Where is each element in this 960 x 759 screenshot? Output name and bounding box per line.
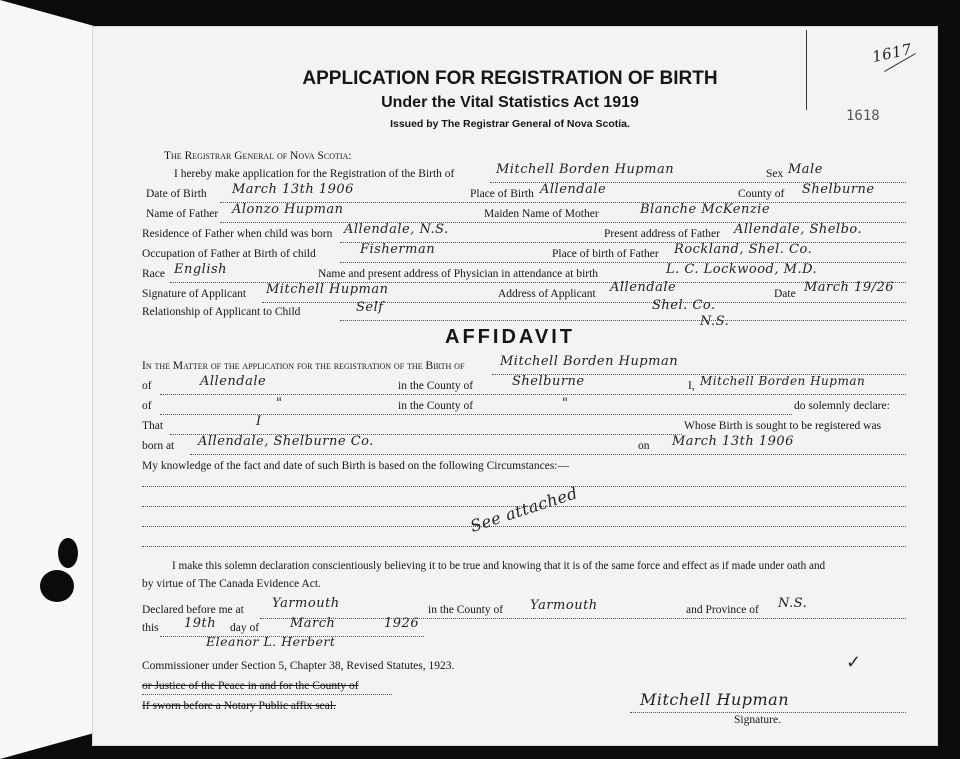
rule bbox=[340, 262, 906, 263]
form-title: APPLICATION FOR REGISTRATION OF BIRTH bbox=[302, 68, 718, 89]
born-at-label: born at bbox=[142, 440, 175, 452]
day-field: 19th bbox=[184, 616, 217, 631]
final-signature: Mitchell Hupman bbox=[640, 690, 789, 709]
date-field: March 19/26 bbox=[804, 280, 895, 295]
declared-label: Declared before me at bbox=[142, 604, 244, 616]
dob-field: March 13th 1906 bbox=[232, 182, 354, 197]
child-name-field: Mitchell Borden Hupman bbox=[496, 162, 675, 177]
relationship-label: Relationship of Applicant to Child bbox=[142, 306, 301, 318]
commissioner-signature: Eleanor L. Herbert bbox=[206, 634, 336, 649]
declared-county-label: in the County of bbox=[428, 604, 504, 616]
affidavit-heading: AFFIDAVIT bbox=[445, 326, 575, 348]
father-field: Alonzo Hupman bbox=[232, 202, 344, 217]
punch-hole bbox=[40, 570, 74, 602]
stamp-number: 1618 bbox=[846, 108, 880, 124]
address-applicant-label: Address of Applicant bbox=[498, 288, 596, 300]
rule bbox=[340, 320, 906, 321]
of-label: of bbox=[142, 380, 152, 392]
present-address-father-field: Allendale, Shelbo. bbox=[734, 222, 863, 237]
this-label: this bbox=[142, 622, 159, 634]
whose-birth-label: Whose Birth is sought to be registered was bbox=[684, 420, 882, 432]
in-county-label: in the County of bbox=[398, 380, 474, 392]
relationship-field: Self bbox=[356, 300, 384, 315]
declarant-field: Mitchell Borden Hupman bbox=[700, 374, 866, 388]
rule bbox=[142, 546, 906, 547]
birthplace-father-label: Place of birth of Father bbox=[552, 248, 659, 260]
month-field: March bbox=[290, 616, 336, 631]
declared-county-field: Yarmouth bbox=[530, 598, 598, 613]
sex-label: Sex bbox=[766, 168, 784, 180]
margin-mark bbox=[806, 30, 807, 110]
signature-applicant-label: Signature of Applicant bbox=[142, 288, 247, 300]
dob-label: Date of Birth bbox=[146, 188, 207, 200]
matter-label: In the Matter of the application for the registration of the Birth of bbox=[142, 360, 465, 372]
notary-label: If sworn before a Notary Public affix seal. bbox=[142, 700, 336, 712]
declaration-line-2: by virtue of The Canada Evidence Act. bbox=[142, 578, 321, 590]
intro-label: I hereby make application for the Registration of the Birth of bbox=[174, 168, 455, 180]
born-on-field: March 13th 1906 bbox=[672, 434, 794, 449]
rule bbox=[260, 618, 906, 619]
physician-field: L. C. Lockwood, M.D. bbox=[666, 262, 818, 277]
issued-by: Issued by The Registrar General of Nova Scotia. bbox=[390, 118, 630, 130]
address-applicant-field-3: N.S. bbox=[700, 314, 730, 329]
signature-label: Signature. bbox=[734, 714, 781, 726]
matter-name-field: Mitchell Borden Hupman bbox=[500, 354, 679, 369]
i-label: I, bbox=[688, 380, 695, 392]
county-field: Shelburne bbox=[512, 374, 585, 389]
form-subtitle: Under the Vital Statistics Act 1919 bbox=[381, 94, 639, 111]
punch-hole bbox=[58, 538, 78, 568]
signature-applicant-field: Mitchell Hupman bbox=[266, 282, 389, 297]
of-place-field: Allendale bbox=[200, 374, 267, 389]
father-label: Name of Father bbox=[146, 208, 219, 220]
checkmark-icon: ✓ bbox=[846, 652, 862, 672]
race-field: English bbox=[174, 262, 228, 277]
rule bbox=[630, 712, 906, 713]
sex-field: Male bbox=[788, 162, 823, 177]
of-label-2: of bbox=[142, 400, 152, 412]
declaration-line-1: I make this solemn declaration conscientiously believing it to be true and knowing that it is of the same force and effect as if made under oath and bbox=[172, 560, 826, 572]
commissioner-label: Commissioner under Section 5, Chapter 38, Revised Statutes, 1923. bbox=[142, 660, 455, 672]
knowledge-label: My knowledge of the fact and date of such Birth is based on the following Circumstances:— bbox=[142, 460, 569, 472]
year-field: 1926 bbox=[384, 616, 420, 631]
salutation: The Registrar General of Nova Scotia: bbox=[164, 150, 352, 162]
present-address-father-label: Present address of Father bbox=[604, 228, 720, 240]
physician-label: Name and present address of Physician in attendance at birth bbox=[318, 268, 599, 280]
in-county-label-2: in the County of bbox=[398, 400, 474, 412]
residence-father-field: Allendale, N.S. bbox=[344, 222, 449, 237]
rule bbox=[142, 526, 906, 527]
province-label: and Province of bbox=[686, 604, 759, 616]
race-label: Race bbox=[142, 268, 165, 280]
circumstances-field: See attached bbox=[467, 483, 581, 536]
rule bbox=[142, 694, 392, 695]
place-birth-field: Allendale bbox=[540, 182, 607, 197]
address-applicant-field-2: Shel. Co. bbox=[652, 298, 716, 313]
born-at-field: Allendale, Shelburne Co. bbox=[198, 434, 374, 449]
day-of-label: day of bbox=[230, 622, 260, 634]
mother-label: Maiden Name of Mother bbox=[484, 208, 599, 220]
mother-field: Blanche McKenzie bbox=[640, 202, 771, 217]
county-label: County of bbox=[738, 188, 785, 200]
rule bbox=[160, 414, 792, 415]
province-field: N.S. bbox=[778, 596, 808, 611]
place-birth-label: Place of Birth bbox=[470, 188, 534, 200]
declare-label: do solemnly declare: bbox=[794, 400, 890, 412]
ditto-field-2: " bbox=[562, 396, 569, 411]
that-label: That bbox=[142, 420, 164, 432]
occupation-field: Fisherman bbox=[360, 242, 436, 257]
residence-father-label: Residence of Father when child was born bbox=[142, 228, 333, 240]
birthplace-father-field: Rockland, Shel. Co. bbox=[674, 242, 813, 257]
on-label: on bbox=[638, 440, 650, 452]
rule bbox=[190, 454, 906, 455]
declared-place-field: Yarmouth bbox=[272, 596, 340, 611]
county-field: Shelburne bbox=[802, 182, 875, 197]
corner-number: 1617 bbox=[870, 40, 914, 66]
rule bbox=[160, 394, 906, 395]
justice-label: or Justice of the Peace in and for the County of bbox=[142, 680, 359, 692]
address-applicant-field: Allendale bbox=[610, 280, 677, 295]
that-field: I bbox=[256, 414, 262, 429]
occupation-label: Occupation of Father at Birth of child bbox=[142, 248, 316, 260]
rule bbox=[142, 486, 906, 487]
ditto-field: " bbox=[276, 396, 283, 411]
date-label: Date bbox=[774, 288, 796, 300]
